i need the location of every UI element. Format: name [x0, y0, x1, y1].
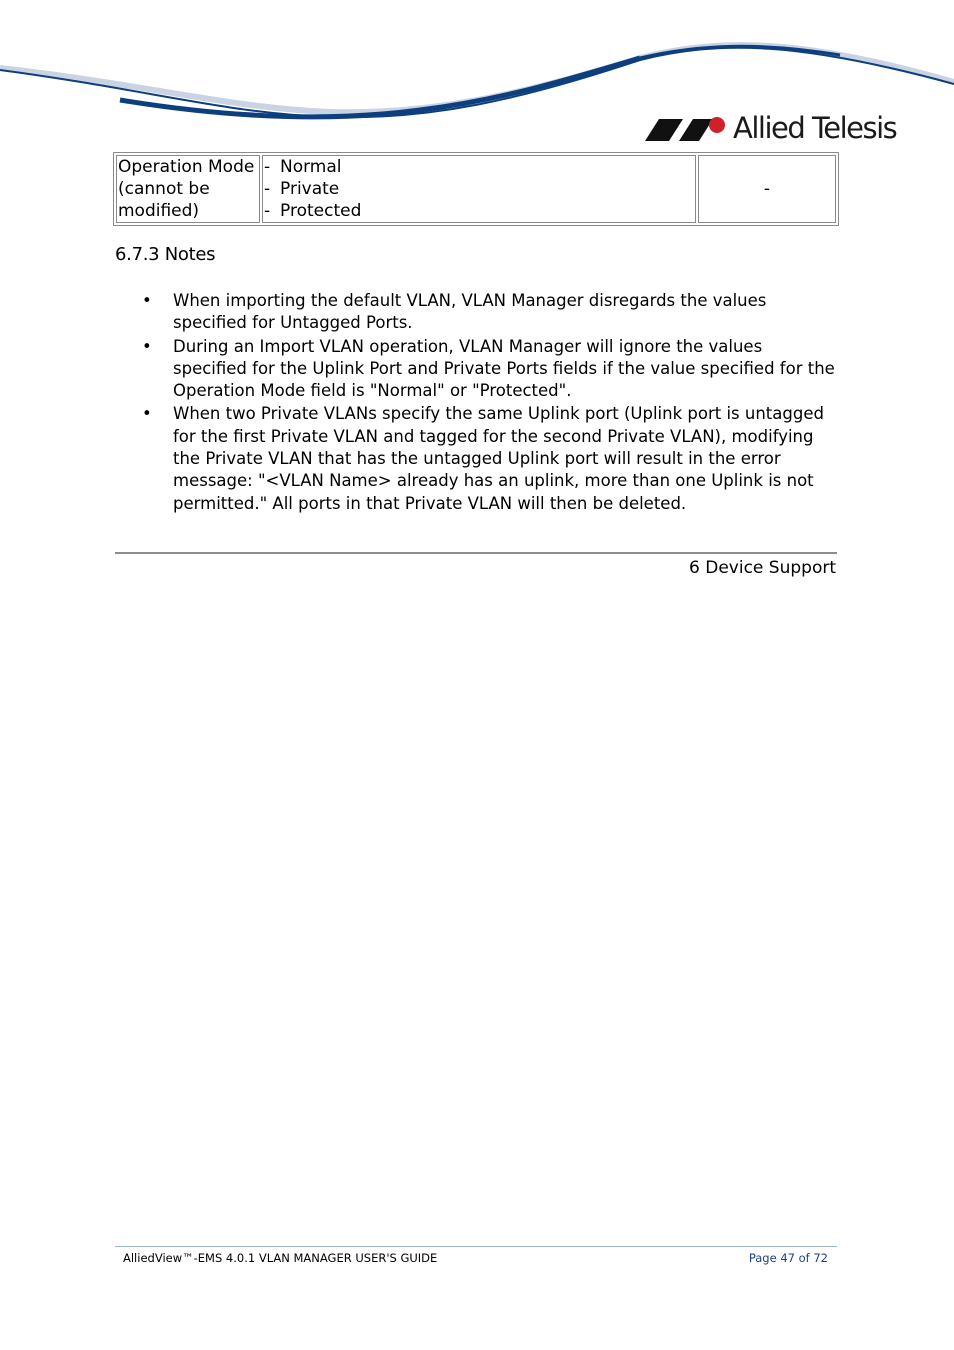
property-name-line: modified) [118, 201, 200, 221]
option-item: - Protected [264, 201, 362, 221]
chapter-divider [115, 552, 837, 554]
notes-list [115, 290, 835, 516]
allied-telesis-logo [645, 108, 896, 148]
property-options-cell [262, 155, 696, 223]
list-item [115, 336, 835, 403]
bullet-icon: • [142, 291, 152, 310]
list-item [115, 290, 835, 335]
chapter-label: 6 Device Support [689, 558, 836, 578]
option-label: Protected [280, 201, 362, 221]
footer-page-number: Page 47 of 72 [748, 1251, 828, 1265]
option-label: Normal [280, 157, 342, 177]
option-item: - Normal [264, 157, 342, 177]
note-text: During an Import VLAN operation, VLAN Manager will ignore the values specified for the Uplink Port and Private Ports fields if the value specified for the Operation Mode field is "Normal" or "Protected". [173, 336, 835, 401]
logo-text: Allied Telesis [733, 111, 897, 145]
operation-mode-table [113, 152, 839, 226]
property-name-cell [116, 155, 260, 223]
section-heading: 6.7.3 Notes [115, 244, 216, 265]
bullet-icon: • [142, 336, 152, 356]
note-text: When importing the default VLAN, VLAN Manager disregards the values specified for Untagged Ports. [173, 291, 767, 333]
bullet-icon: • [142, 404, 152, 424]
property-default-cell: - [698, 155, 836, 223]
property-name-line: (cannot be [118, 179, 210, 199]
option-label: Private [280, 179, 340, 199]
logo-mark-icon [645, 115, 727, 141]
note-text: When two Private VLANs specify the same Uplink port (Uplink port is untagged for the first Private VLAN and tagged for the second Private VLAN), modifying the Private VLAN that has the untagged Uplink port will result in the error message: "<VLAN Name> already has an uplink, more than one Uplink is not permitted." All ports in that Private VLAN will then be deleted. [173, 404, 824, 513]
table-row [116, 155, 836, 223]
footer-document-title: AlliedView™-EMS 4.0.1 VLAN MANAGER USER'S GUIDE [123, 1251, 438, 1265]
option-item: - Private [264, 179, 340, 199]
footer-divider [115, 1246, 837, 1247]
property-name-line: Operation Mode [118, 157, 255, 177]
list-item [115, 403, 835, 514]
